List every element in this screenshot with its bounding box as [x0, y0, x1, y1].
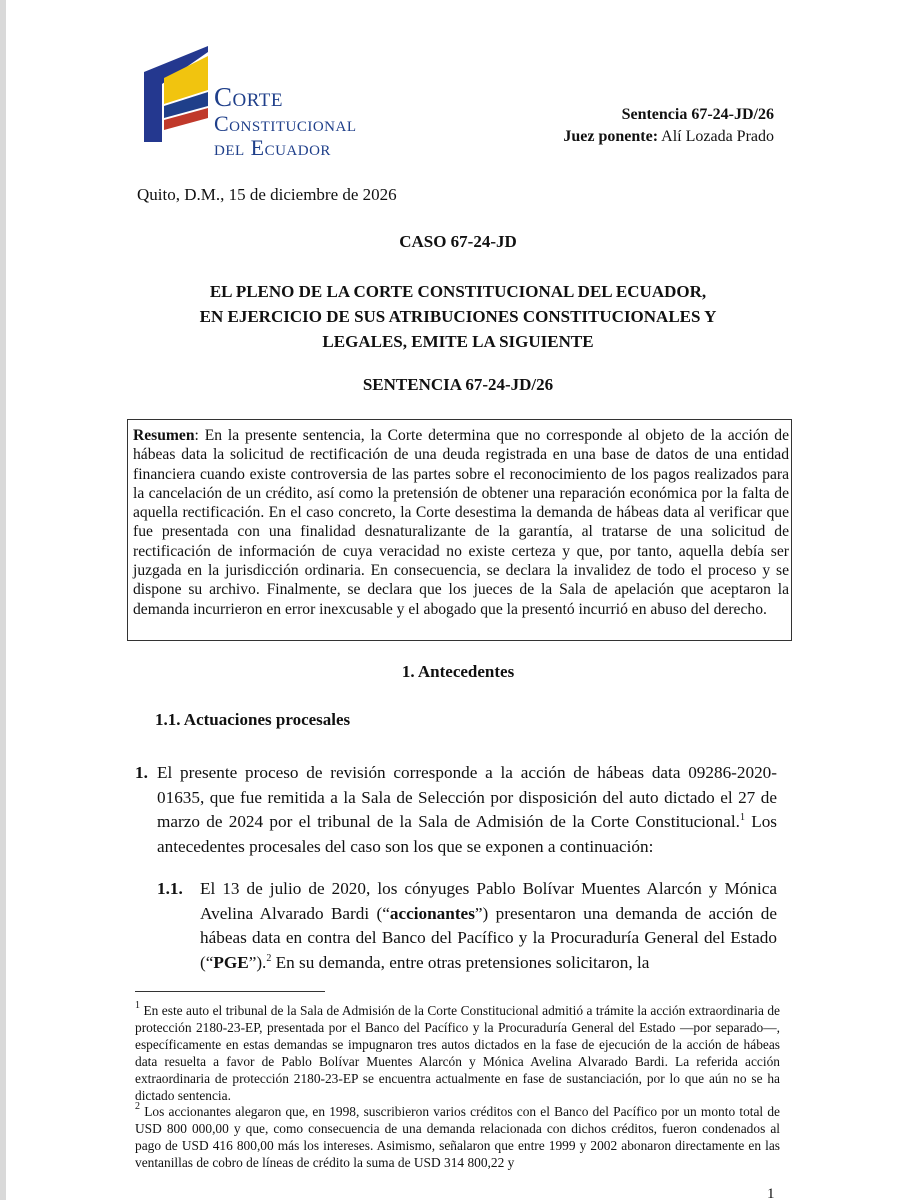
term-pge: PGE	[213, 952, 249, 972]
pleno-line-1: EL PLENO DE LA CORTE CONSTITUCIONAL DEL ECUADOR,	[209, 282, 707, 301]
summary-text: : En la presente sentencia, la Corte determina que no corresponde al objeto de la acción de hábeas data la solicitud de rectificación de una deuda registrada en una base de datos de una entidad financiera cuando existe controversia de las partes sobre el reconocimiento de los pagos realizados para la cancelación de un crédito, así como la pretensión de obtener una reparación económica por la falta de aquella rectificación. En el caso concreto, la Corte desestima la demanda de hábeas data al verificar que fue presentada con una finalidad desnaturalizante de la garantía, al tratarse de una solicitud de rectificación de información de cuya veracidad no existe certeza y que, por tanto, aquella debía ser juzgada en la jurisdicción ordinaria. En consecuencia, se declara la invalidez de todo el proceso y se dispone su archivo. Finalmente, se declara que los jueces de la Sala de apelación que aceptaron la demanda incurrieron en error inexcusable y el abogado que la presentó incurrió en abuso del derecho.	[133, 427, 789, 618]
paragraph-1-1-text-a: El 13 de julio de 2020, los cónyuges Pablo Bolívar Muentes Alarcón y Mónica Avelina Alvarado Bardi (“	[200, 879, 777, 923]
paragraph-1-1-text-c: ”).	[248, 952, 267, 972]
paragraph-1-1-text-d: En su demanda, entre otras pretensiones solicitaron, la	[271, 952, 650, 972]
term-accionantes: accionantes	[389, 903, 475, 923]
pleno-line-3: LEGALES, EMITE LA SIGUIENTE	[322, 332, 594, 351]
footnote-divider	[135, 991, 325, 992]
footnote-2	[135, 1101, 780, 1172]
summary-label: Resumen	[133, 427, 195, 444]
paragraph-1-1-text-b: ”) presentaron una demanda de acción de hábeas data en contra del Banco del Pacífico y la Procuraduría General del Estado (“	[200, 903, 778, 972]
sentence-label: Sentencia 67-24-JD/26	[621, 106, 774, 123]
judge-prefix: Juez ponente:	[563, 128, 659, 145]
paragraph-1-text-2: Los antecedentes procesales del caso son los que se exponen a continuación:	[157, 812, 778, 856]
footnote-ref-2[interactable]: 2	[266, 952, 272, 964]
court-logo	[138, 44, 398, 160]
footnote-2-text: Los accionantes alegaron que, en 1998, suscribieron varios créditos con el Banco del Pacífico por un monto total de USD 800 000,00 y que, como consecuencia de una demanda relacionada con dichos créditos, fueron condenados al pago de USD 416 800,00 más los intereses. Asimismo, señalaron que entre 1999 y 2002 abonaron directamente en las ventanillas de cobro de líneas de crédito la suma de USD 314 800,22 y	[135, 1104, 780, 1170]
summary-box	[127, 419, 792, 641]
page-number: 1	[767, 1186, 775, 1202]
section-heading-antecedentes: 1. Antecedentes	[401, 662, 515, 681]
court-emblem-icon	[138, 44, 210, 144]
pleno-line-2: EN EJERCICIO DE SUS ATRIBUCIONES CONSTITUCIONALES Y	[199, 307, 717, 326]
header-meta	[563, 104, 774, 148]
footnote-1-number: 1	[135, 1000, 140, 1011]
page-edge	[0, 0, 6, 1200]
footnote-1-text: En este auto el tribunal de la Sala de Admisión de la Corte Constitucional admitió a trámite la acción extraordinaria de protección 2180-23-EP, presentada por el Banco del Pacífico y la Procuraduría General del Estado —por separado—, específicamente en estas demandas se impugnaron tres autos dictados en la fase de ejecución de la acción de hábeas data resuelta a favor de Pablo Bolívar Muentes Alarcón y Mónica Avelina Alvarado Bardi. La referida acción extraordinaria de protección 2180-23-EP se encuentra actualmente en fase de sustanciación, por lo que aún no se ha dictado sentencia.	[135, 1003, 780, 1103]
paragraph-1-1	[200, 877, 777, 975]
paragraph-1	[157, 761, 777, 859]
subsection-heading-actuaciones: 1.1. Actuaciones procesales	[155, 710, 351, 729]
footnote-ref-1[interactable]: 1	[739, 812, 745, 823]
logo-line-3: del Ecuador	[214, 135, 331, 160]
logo-line-2: Constitucional	[214, 111, 357, 136]
pleno-heading	[130, 279, 786, 354]
date-line: Quito, D.M., 15 de diciembre de 2026	[137, 185, 397, 204]
sentence-title: SENTENCIA 67-24-JD/26	[362, 375, 554, 394]
footnote-1	[135, 1000, 780, 1104]
logo-line-1: Corte	[214, 82, 283, 112]
case-title: CASO 67-24-JD	[399, 232, 517, 251]
paragraph-1-text: El presente proceso de revisión corresponde a la acción de hábeas data 09286-2020-01635, que fue remitida a la Sala de Selección por disposición del auto dictado el 27 de marzo de 2024 por el tribunal de la Sala de Admisión de la Corte Constitucional.	[157, 763, 777, 831]
paragraph-number-1: 1.	[135, 763, 148, 782]
footnote-2-number: 2	[135, 1101, 140, 1112]
judge-name: Alí Lozada Prado	[661, 128, 774, 145]
paragraph-number-1-1: 1.1.	[157, 879, 183, 898]
